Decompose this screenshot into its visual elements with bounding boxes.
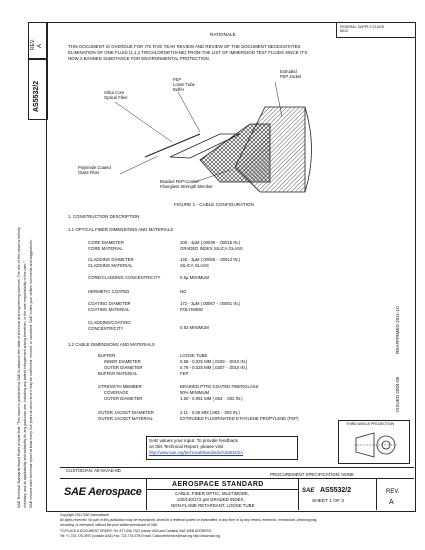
cable-label: INNER DIAMETER (104, 359, 141, 364)
fiber-label: CLADDING/COATING CONCENTRICITY (88, 320, 131, 331)
title-block-divider-1 (146, 478, 147, 510)
rationale-line-2: ELIMINATION OF ONE FLUID (1,1,1 TRICHLOROETHANE) FROM THE LIST OF IMMERSION TEST FLUIDS SINCE IT'S (68, 50, 308, 55)
rev-label: REV. (30, 38, 36, 50)
cable-label: OUTER JACKET MATERIAL (98, 416, 153, 421)
feedback-line-2: on this Technical Report, please visit (149, 444, 224, 449)
procurement: PROCUREMENT SPECIFICATION: NONE (270, 472, 354, 477)
label-silica-core: Silica Core Optical Fiber (104, 90, 128, 100)
fiber-label: HERMETIC COATED (88, 289, 130, 294)
label-polyimide: Polyimide Coated Glass Fiber (78, 165, 111, 175)
footer-line-1: Copyright 2011 SAE International (60, 513, 109, 517)
cable-label: OUTER DIAMETER (104, 365, 143, 370)
fiber-value: 0.5µ MINIMUM (180, 275, 209, 280)
cable-value: 90% MINIMUM (180, 390, 210, 395)
cable-value: 0.78 - 0.025 MM (.0307 - .0010 IN.) (180, 365, 248, 370)
figure-caption: FIGURE 1 - CABLE CONFIGURATION (174, 202, 254, 207)
fiber-label: CLADDING DIAMETER (88, 257, 134, 262)
standard-title: AEROSPACE STANDARD (172, 481, 264, 488)
fiber-label: COATING MATERIAL (88, 307, 130, 312)
title-block-divider-2 (298, 478, 299, 510)
cable-value: BRAIDED PTFE-COATED FIBERGLASS (180, 384, 259, 389)
fiber-label: CORE MATERIAL (88, 246, 123, 251)
title-block-divider-3 (376, 478, 377, 510)
fiber-value: 140 - 3µM (.00055 - .00012 IN.) (180, 257, 241, 262)
section-1: 1. CONSTRUCTION DESCRIPTION (68, 214, 140, 219)
sae-mark: SAE (302, 488, 315, 494)
notice-line-2: voluntary, and its applicability and suitability for any particular use, including any patent infringement arising therefrom, is the sole responsibility of the user." (23, 261, 27, 508)
rev-value: A (37, 43, 43, 48)
title-block-top (60, 478, 414, 479)
footer-line-5: Tel: +1 724-776-4970 (outside USA) Fax: 724-776-0790 Email: CustomerService@sae.org http://www.sae.org (60, 534, 221, 538)
fiber-value: NO (180, 289, 187, 294)
rev-bottom-value: A (389, 499, 394, 506)
fiber-label: CLADDING MATERIAL (88, 263, 133, 268)
desc-line-2: 100/140/172 µM GRADED INDEX, (177, 497, 245, 502)
cable-label: STRENGTH MEMBER (98, 384, 142, 389)
label-braid: Braided FEP-Coated Fiberglass Strength Member (160, 179, 213, 189)
feedback-link[interactable]: http://www.sae.org/technical/standards/AS5532/2A (149, 450, 244, 455)
rev-bottom-label: REV. (386, 489, 400, 495)
fiber-value: 0.92 MINIMUM (180, 325, 209, 330)
sae-logo (64, 487, 142, 498)
footer-line-4: TO PLACE A DOCUMENT ORDER: Tel: 877-606-7323 (inside USA and Canada) SAE WEB ADDRESS: (60, 529, 212, 533)
footer-line-2: All rights reserved. No part of this publication may be reproduced, stored in a retrieval system or transmitted, in any form or by any means, electronic, mechanical, photocopying, (60, 518, 318, 522)
desc-line-1: CABLE, FIBER OPTIC, MULTIMODE, (175, 491, 250, 496)
rationale-line-3: NOW A BANNED SUBSTANCE FOR ENVIRONMENTAL PROTECTION. (68, 56, 210, 61)
cable-value: LOOSE TUBE (180, 353, 208, 358)
fiber-value: 172 - 3µM (.00067 - .00001 IN.) (180, 301, 241, 306)
reaffirmed-date: REAFFIRMED 2011-10 (395, 306, 400, 354)
cable-label: BUFFER MATERIAL (98, 371, 138, 376)
section-1-2: 1.2 CABLE DIMENSIONS AND MATERIALS (68, 342, 155, 347)
sae-logo-text: SAE Aerospace (64, 486, 142, 498)
footer-line-3: recording, or otherwise, without the prior written permission of SAE. (60, 523, 159, 527)
doc-number-side: AS5532/2 (33, 80, 40, 112)
cable-label: OUTER JACKET DIAMETER (98, 410, 155, 415)
cable-value: EXTRUDED FLUORINATED ETHYLENE PROPYLENE (FEP) (180, 416, 299, 421)
cable-label: OUTER DIAMETER (104, 396, 143, 401)
fiber-value: SILICA GLASS (180, 263, 209, 268)
notice-line-1: SAE Technical Standards Board Rules provide that: "This report is published by SAE to advance the state of technical and engineering sciences. The use of this report is entirely (17, 227, 21, 508)
label-fep-buffer: FEP Loose Tube Buffer (173, 77, 195, 92)
doc-number: AS5532/2 (320, 487, 352, 494)
desc-line-3: NON-FLAME RETARDANT, LOOSE TUBE (171, 503, 255, 508)
fiber-value: POLYIMIDE (180, 307, 204, 312)
cable-label: COVERAGE (104, 390, 129, 395)
fiber-label: COATING DIAMETER (88, 301, 131, 306)
cable-value: 0.58 - 0.025 MM (.0228 - .0010 IN.) (180, 359, 248, 364)
fiber-label: CORE DIAMETER (88, 240, 124, 245)
custodian: CUSTODIAN: AE-8A/AE-8D (66, 468, 121, 473)
cable-value: 2.11 - 0.05 MM (.083 - .002 IN.) (180, 410, 240, 415)
notice-line-3: SAE reviews each technical report at least every five years at which time it may be reaffirmed, revised, or cancelled. SAE invites your written comments and suggestions. (29, 239, 33, 508)
projection-label: THIRD ANGLE PROJECTION (346, 422, 395, 426)
fiber-value: 100 - 4µM (.00039 - .00016 IN.) (180, 240, 241, 245)
projection-symbol (352, 430, 398, 460)
issued-date: ISSUED 2004-05 (395, 376, 400, 412)
feedback-line-1: SAE values your input. To provide feedback (149, 438, 238, 443)
section-1-1: 1.1 OPTICAL FIBER DIMENSIONS AND MATERIALS (68, 227, 174, 232)
fiber-label: CORE/CLADDING CONCENTRICITY (88, 275, 161, 280)
title-rule (146, 489, 298, 490)
cable-value: FEP (180, 371, 189, 376)
fiber-value: GRADED INDEX SILICA GLASS (180, 246, 243, 251)
supply-class-text: FEDERAL SUPPLY CLASS 6010 (340, 25, 385, 34)
rationale-title: RATIONALE (210, 32, 236, 37)
label-outer-jacket: Extruded FEP Jacket (280, 69, 302, 79)
rationale-line-1: THIS DOCUMENT IS OVERDUE FOR ITS FIVE YEAR REVIEW AND REVIEW OF THE DOCUMENT NECESSITATES (68, 44, 301, 49)
cable-value: 1.60 - 0.051 MM (.063 - .002 IN.) (180, 396, 243, 401)
sheet-number: SHEET 1 OF 3 (312, 499, 344, 504)
cable-label: BUFFER (98, 353, 116, 358)
